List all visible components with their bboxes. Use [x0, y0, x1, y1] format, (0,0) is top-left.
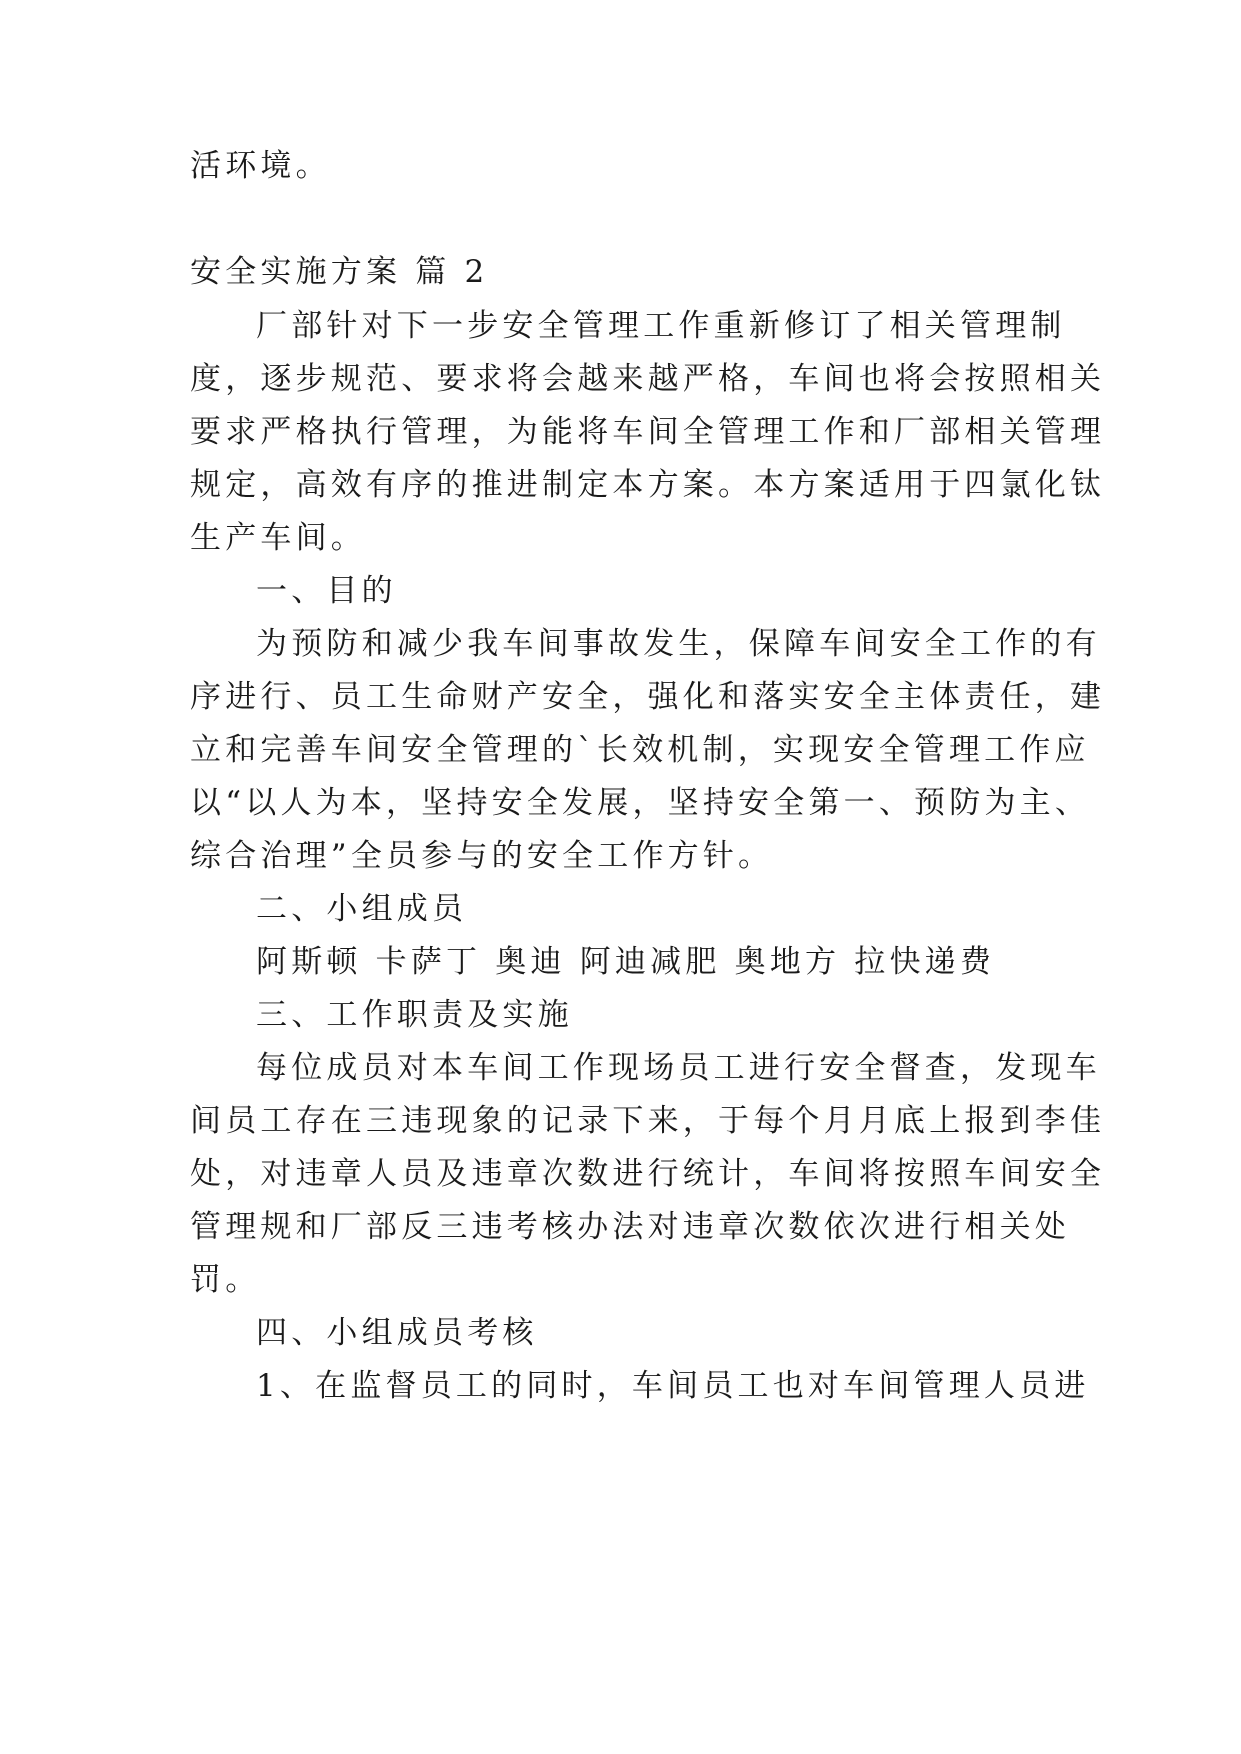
intro-paragraph-line: 规定，高效有序的推进制定本方案。本方案适用于四氯化钛: [190, 467, 1106, 503]
duties-paragraph-line: 处，对违章人员及违章次数进行统计，车间将按照车间安全: [190, 1156, 1106, 1192]
purpose-paragraph-line: 为预防和减少我车间事故发生，保障车间安全工作的有: [256, 626, 1101, 662]
section-title: 安全实施方案 篇 2: [190, 254, 489, 290]
duties-paragraph-line: 罚。: [190, 1262, 261, 1298]
heading-assessment: 四、小组成员考核: [256, 1315, 538, 1351]
heading-team-members: 二、小组成员: [256, 891, 468, 927]
team-members-list: 阿斯顿 卡萨丁 奥迪 阿迪减肥 奥地方 拉快递费: [256, 944, 996, 980]
intro-paragraph-line: 生产车间。: [190, 520, 366, 556]
purpose-paragraph-line: 序进行、员工生命财产安全，强化和落实安全主体责任，建: [190, 679, 1106, 715]
purpose-paragraph-line: 立和完善车间安全管理的`长效机制，实现安全管理工作应: [190, 732, 1090, 768]
duties-paragraph-line: 每位成员对本车间工作现场员工进行安全督查，发现车: [256, 1050, 1101, 1086]
duties-paragraph-line: 管理规和厂部反三违考核办法对违章次数依次进行相关处: [190, 1209, 1070, 1245]
purpose-paragraph-line: 以“以人为本，坚持安全发展，坚持安全第一、预防为主、: [190, 785, 1091, 821]
intro-paragraph-line: 厂部针对下一步安全管理工作重新修订了相关管理制: [256, 308, 1066, 344]
paragraph-ending-line: 活环境。: [190, 148, 331, 184]
purpose-paragraph-line: 综合治理”全员参与的安全工作方针。: [190, 838, 774, 874]
heading-purpose: 一、目的: [256, 573, 397, 609]
intro-paragraph-line: 要求严格执行管理，为能将车间全管理工作和厂部相关管理: [190, 414, 1106, 450]
duties-paragraph-line: 间员工存在三违现象的记录下来，于每个月月底上报到李佳: [190, 1103, 1106, 1139]
heading-duties: 三、工作职责及实施: [256, 997, 573, 1033]
assessment-paragraph-line: 1、在监督员工的同时，车间员工也对车间管理人员进: [256, 1368, 1090, 1404]
intro-paragraph-line: 度，逐步规范、要求将会越来越严格，车间也将会按照相关: [190, 361, 1106, 397]
